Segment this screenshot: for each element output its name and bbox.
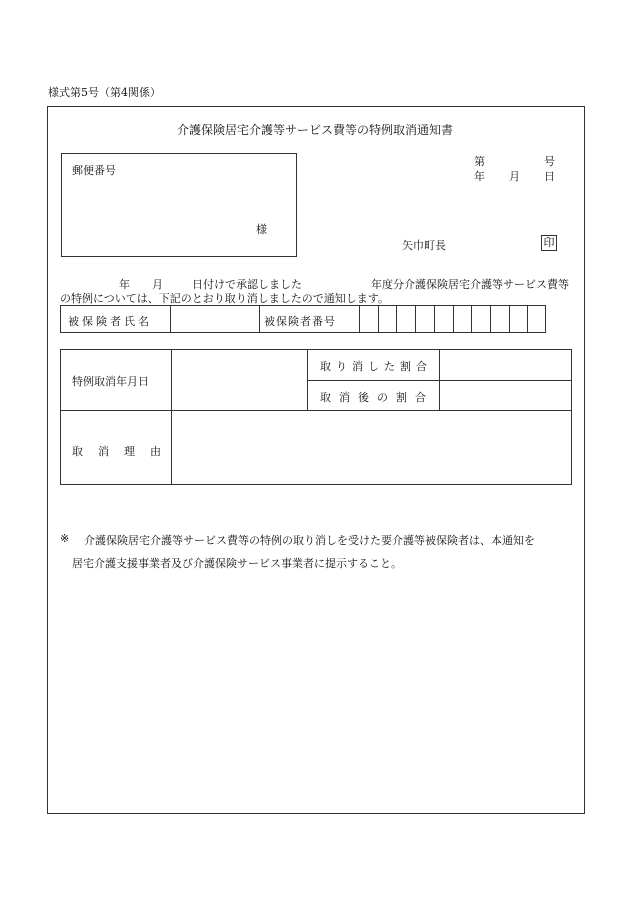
insured-number-digit[interactable]	[378, 305, 397, 333]
note-line1: 介護保険居宅介護等サービス費等の特例の取り消しを受けた要介護等被保険者は、本通知を	[84, 534, 535, 547]
date-day: 日	[544, 170, 555, 183]
note-mark: ※	[60, 532, 70, 545]
insured-number-digit[interactable]	[415, 305, 434, 333]
insured-number-digit[interactable]	[471, 305, 490, 333]
doc-number-suffix: 号	[544, 155, 555, 168]
document-title: 介護保険居宅介護等サービス費等の特例取消通知書	[176, 123, 453, 137]
form-number: 様式第5号（第4関係）	[48, 86, 161, 99]
body-month: 年 月	[119, 278, 163, 291]
body-approved: 日付けで承認しました	[192, 278, 302, 291]
ratio-cancelled-label: 取り消した割合	[320, 360, 432, 373]
insured-number-digit[interactable]	[527, 305, 546, 333]
cancel-reason-value[interactable]	[178, 420, 564, 478]
insured-number-digit[interactable]	[434, 305, 453, 333]
recipient-honorific: 様	[256, 223, 267, 236]
address-box	[61, 153, 297, 257]
insured-number-digit[interactable]	[509, 305, 528, 333]
insured-name-label: 被保険者氏名	[68, 315, 152, 328]
insured-number-digit[interactable]	[396, 305, 415, 333]
body-line1-rest: 年度分介護保険居宅介護等サービス費等	[371, 278, 569, 291]
ratio-after-value[interactable]	[446, 389, 566, 403]
issuer-name: 矢巾町長	[402, 239, 446, 252]
date-month: 月	[509, 170, 520, 183]
date-year: 年	[474, 170, 485, 183]
cancel-date-value[interactable]	[178, 373, 302, 387]
body-line2: の特例については、下記のとおり取り消しましたので通知します。	[60, 292, 389, 305]
postal-code-label: 郵便番号	[72, 164, 116, 177]
seal-mark: 印	[541, 235, 557, 251]
insured-number-label: 被保険者番号	[264, 315, 336, 328]
note-line2: 居宅介護支援事業者及び介護保険サービス事業者に提示すること。	[72, 557, 402, 570]
insured-number-digit[interactable]	[453, 305, 472, 333]
insured-number-digit[interactable]	[490, 305, 509, 333]
insured-name-value[interactable]	[176, 313, 254, 327]
doc-number-prefix: 第	[474, 155, 485, 168]
cancel-reason-label: 取消理由	[72, 445, 176, 458]
ratio-cancelled-value[interactable]	[446, 358, 566, 372]
cancel-date-label: 特例取消年月日	[72, 375, 149, 388]
ratio-after-label: 取消後の割合	[320, 391, 434, 404]
insured-number-digit[interactable]	[359, 305, 378, 333]
